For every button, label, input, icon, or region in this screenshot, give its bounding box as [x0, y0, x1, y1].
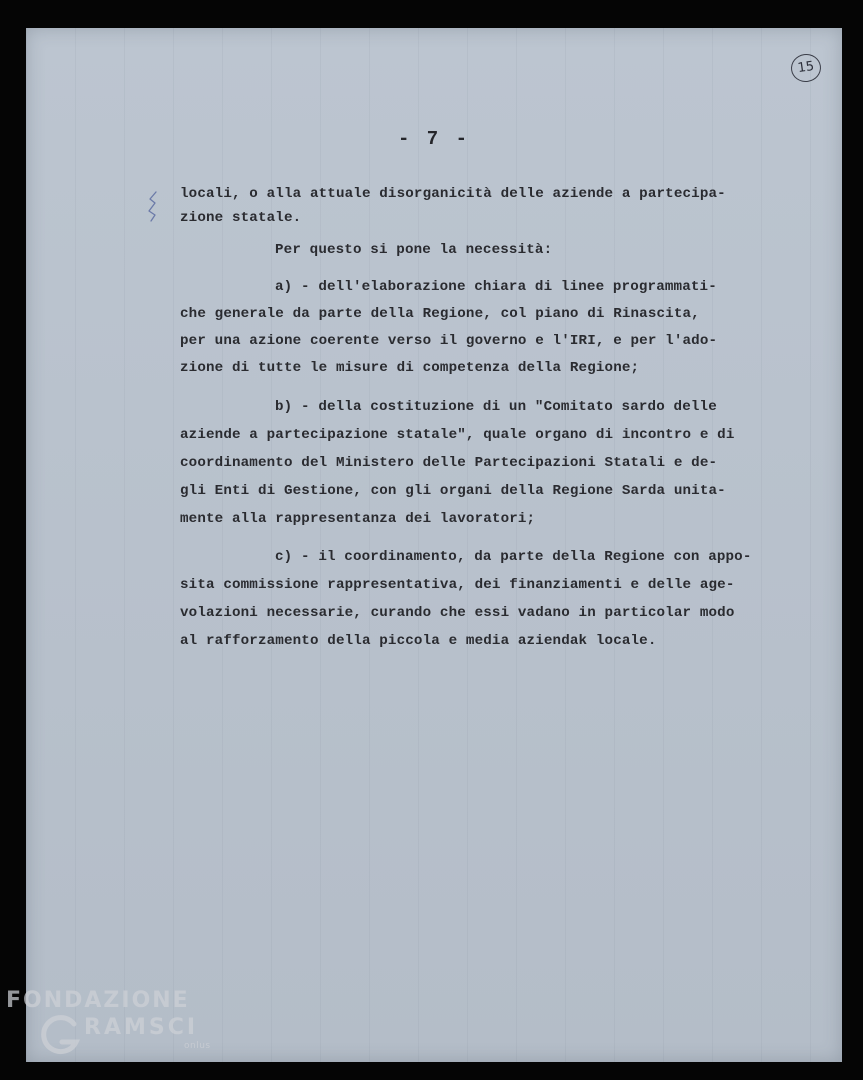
- gramsci-g-logo-icon: [38, 1014, 82, 1058]
- text-line: coordinamento del Ministero delle Partecipazioni Statali e de-: [180, 455, 718, 471]
- text-line: che generale da parte della Regione, col piano di Rinascita,: [180, 306, 700, 322]
- watermark-suffix: onlus: [184, 1041, 211, 1051]
- margin-pencil-mark-icon: [146, 190, 162, 224]
- watermark-line-2: RAMSCI: [84, 1015, 199, 1040]
- text-line: c) - il coordinamento, da parte della Regione con appo-: [275, 549, 752, 565]
- page-number: - 7 -: [397, 128, 470, 150]
- text-line: locali, o alla attuale disorganicità delle aziende a partecipa-: [180, 186, 726, 202]
- text-line: mente alla rappresentanza dei lavoratori;: [180, 511, 536, 527]
- text-line: per una azione coerente verso il governo e l'IRI, e per l'ado-: [180, 333, 718, 349]
- text-line: al rafforzamento della piccola e media aziendak locale.: [180, 633, 657, 649]
- list-item-c: [180, 549, 752, 649]
- text-line: Per questo si pone la necessità:: [275, 242, 553, 258]
- list-item-a: [180, 279, 718, 376]
- text-line: gli Enti di Gestione, con gli organi della Regione Sarda unita-: [180, 483, 726, 499]
- text-line: zione di tutte le misure di competenza della Regione;: [180, 360, 640, 376]
- watermark-line-1: FONDAZIONE: [6, 988, 190, 1013]
- text-line: volazioni necessarie, curando che essi vadano in particolar modo: [180, 605, 735, 621]
- fondazione-gramsci-watermark: [6, 988, 221, 1068]
- text-line: b) - della costituzione di un "Comitato sardo delle: [275, 399, 717, 415]
- folio-number: 15: [789, 52, 823, 84]
- text-line: a) - dell'elaborazione chiara di linee programmati-: [275, 279, 717, 295]
- text-line: aziende a partecipazione statale", quale organo di incontro e di: [180, 427, 735, 443]
- list-item-b: [180, 399, 735, 527]
- text-line: zione statale.: [180, 210, 302, 226]
- document-page: [26, 28, 842, 1062]
- text-line: sita commissione rappresentativa, dei finanziamenti e delle age-: [180, 577, 735, 593]
